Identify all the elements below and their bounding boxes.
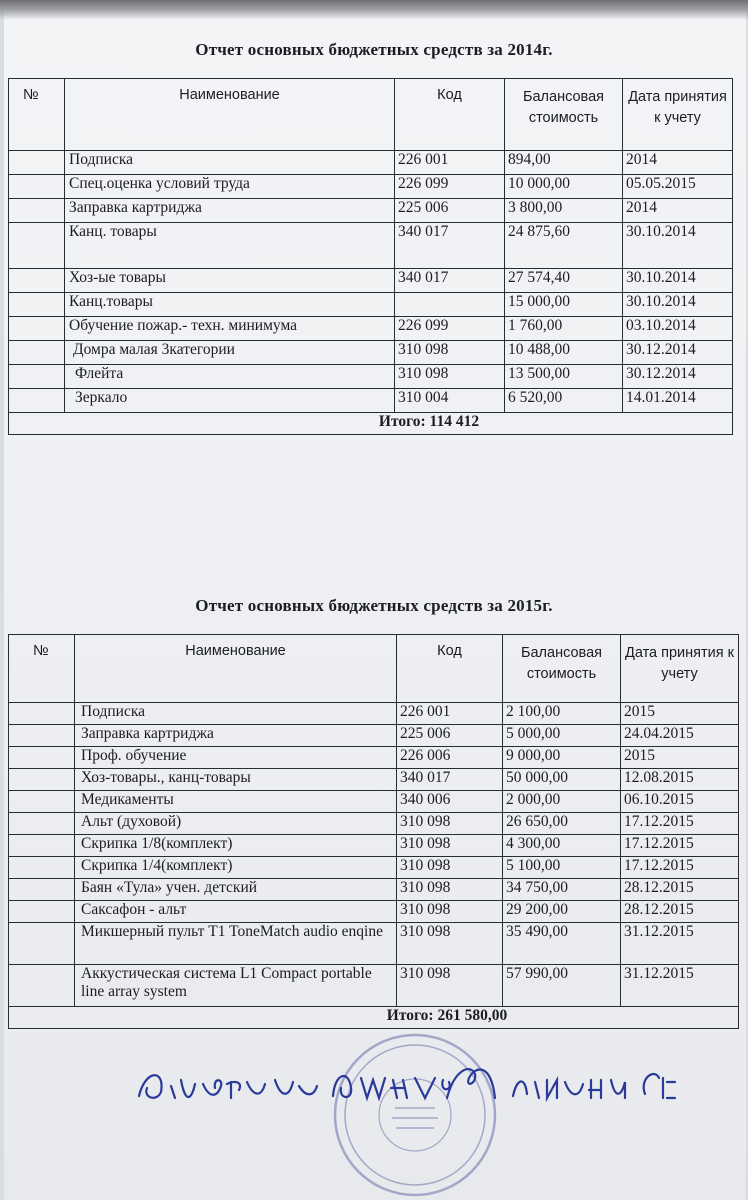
row-name: Заправка картриджа [65,199,395,223]
row-name: Аккустическая система L1 Compact portable line array system [75,965,397,1007]
table-row [9,725,739,747]
header-code: Код [395,79,505,151]
header-value: Балансовая стоимость [505,79,623,151]
table-row [9,199,733,223]
row-code: 310 098 [397,923,503,965]
row-name: Хоз-ые товары [65,269,395,293]
row-name: Заправка картриджа [75,725,397,747]
row-code: 226 001 [397,703,503,725]
row-code: 226 006 [397,747,503,769]
row-date: 03.10.2014 [623,317,733,341]
row-value: 29 200,00 [503,901,621,923]
row-name: Скрипка 1/8(комплект) [75,835,397,857]
table-row [9,223,733,269]
report-2015-table [8,634,739,1029]
row-value: 50 000,00 [503,769,621,791]
row-code [395,293,505,317]
row-value: 894,00 [505,151,623,175]
table-row [9,175,733,199]
row-name: Флейта [65,365,395,389]
row-code: 310 098 [397,879,503,901]
table-row [9,269,733,293]
row-code: 310 098 [397,901,503,923]
report-2014-table [8,78,733,435]
row-date: 12.08.2015 [621,769,739,791]
row-code: 310 098 [397,813,503,835]
row-name: Зеркало [65,389,395,413]
row-date: 31.12.2015 [621,923,739,965]
row-name: Микшерный пульт T1 ToneMatch audio enqine [75,923,397,965]
row-date: 30.12.2014 [623,365,733,389]
table-row [9,703,739,725]
table-row [9,341,733,365]
row-code: 340 017 [395,223,505,269]
row-date: 31.12.2015 [621,965,739,1007]
header-value: Балансовая стоимость [503,635,621,703]
row-code: 226 099 [395,317,505,341]
row-value: 10 488,00 [505,341,623,365]
table-row [9,879,739,901]
row-value: 13 500,00 [505,365,623,389]
table-row [9,151,733,175]
row-code: 226 001 [395,151,505,175]
row-value: 3 800,00 [505,199,623,223]
row-code: 310 098 [395,341,505,365]
row-value: 2 000,00 [503,791,621,813]
row-name: Проф. обучение [75,747,397,769]
row-name: Домра малая 3категории [65,341,395,365]
row-name: Обучение пожар.- техн. минимума [65,317,395,341]
table-row [9,747,739,769]
row-date: 28.12.2015 [621,879,739,901]
row-name: Подписка [65,151,395,175]
row-value: 34 750,00 [503,879,621,901]
header-date: Дата принятия к учету [621,635,739,703]
row-code: 310 098 [397,835,503,857]
table-row [9,857,739,879]
row-value: 5 000,00 [503,725,621,747]
report-2015-title: Отчет основных бюджетных средств за 2015г. [195,596,553,615]
table-row [9,293,733,317]
table-row [9,965,739,1007]
header-name: Наименование [75,635,397,703]
table-row [9,813,739,835]
row-date: 30.12.2014 [623,341,733,365]
row-name: Хоз-товары., канц-товары [75,769,397,791]
table-row [9,791,739,813]
row-name: Скрипка 1/4(комплект) [75,857,397,879]
row-value: 10 000,00 [505,175,623,199]
row-value: 5 100,00 [503,857,621,879]
row-date: 17.12.2015 [621,857,739,879]
row-code: 340 017 [397,769,503,791]
director-signature [135,1058,695,1108]
row-date: 30.10.2014 [623,293,733,317]
row-name: Баян «Тула» учен. детский [75,879,397,901]
row-name: Альт (духовой) [75,813,397,835]
row-value: 6 520,00 [505,389,623,413]
row-date: 28.12.2015 [621,901,739,923]
row-value: 1 760,00 [505,317,623,341]
page-edge-shadow [0,0,748,20]
header-date: Дата принятия к учету [623,79,733,151]
row-date: 30.10.2014 [623,223,733,269]
row-date: 30.10.2014 [623,269,733,293]
row-value: 24 875,60 [505,223,623,269]
header-name: Наименование [65,79,395,151]
row-date: 2015 [621,747,739,769]
row-date: 2014 [623,151,733,175]
header-code: Код [397,635,503,703]
table-row [9,923,739,965]
table-row [9,835,739,857]
row-name: Спец.оценка условий труда [65,175,395,199]
row-name: Подписка [75,703,397,725]
row-name: Канц. товары [65,223,395,269]
row-date: 2014 [623,199,733,223]
row-name: Медикаменты [75,791,397,813]
row-date: 24.04.2015 [621,725,739,747]
row-date: 06.10.2015 [621,791,739,813]
row-code: 310 004 [395,389,505,413]
header-num: № [9,635,75,703]
total-row [9,1007,739,1029]
table-row [9,769,739,791]
row-code: 225 006 [397,725,503,747]
row-value: 4 300,00 [503,835,621,857]
row-date: 2015 [621,703,739,725]
row-code: 340 017 [395,269,505,293]
row-code: 225 006 [395,199,505,223]
row-value: 27 574,40 [505,269,623,293]
table-header-row [9,79,733,151]
table-row [9,317,733,341]
row-code: 340 006 [397,791,503,813]
table-row [9,365,733,389]
report-2015-total: Итого: 261 580,00 [9,1007,739,1029]
table-row [9,901,739,923]
row-value: 57 990,00 [503,965,621,1007]
row-date: 14.01.2014 [623,389,733,413]
row-value: 26 650,00 [503,813,621,835]
row-date: 05.05.2015 [623,175,733,199]
row-value: 35 490,00 [503,923,621,965]
table-row [9,389,733,413]
row-date: 17.12.2015 [621,813,739,835]
table-header-row [9,635,739,703]
row-code: 310 098 [395,365,505,389]
stamp-seal [330,1030,500,1200]
row-code: 310 098 [397,857,503,879]
row-name: Канц.товары [65,293,395,317]
total-row [9,413,733,435]
report-2014-title: Отчет основных бюджетных средств за 2014г. [195,40,553,59]
row-code: 310 098 [397,965,503,1007]
row-name: Саксафон - альт [75,901,397,923]
header-num: № [9,79,65,151]
row-code: 226 099 [395,175,505,199]
row-date: 17.12.2015 [621,835,739,857]
row-value: 9 000,00 [503,747,621,769]
report-2014-total: Итого: 114 412 [9,413,733,435]
row-value: 15 000,00 [505,293,623,317]
row-value: 2 100,00 [503,703,621,725]
